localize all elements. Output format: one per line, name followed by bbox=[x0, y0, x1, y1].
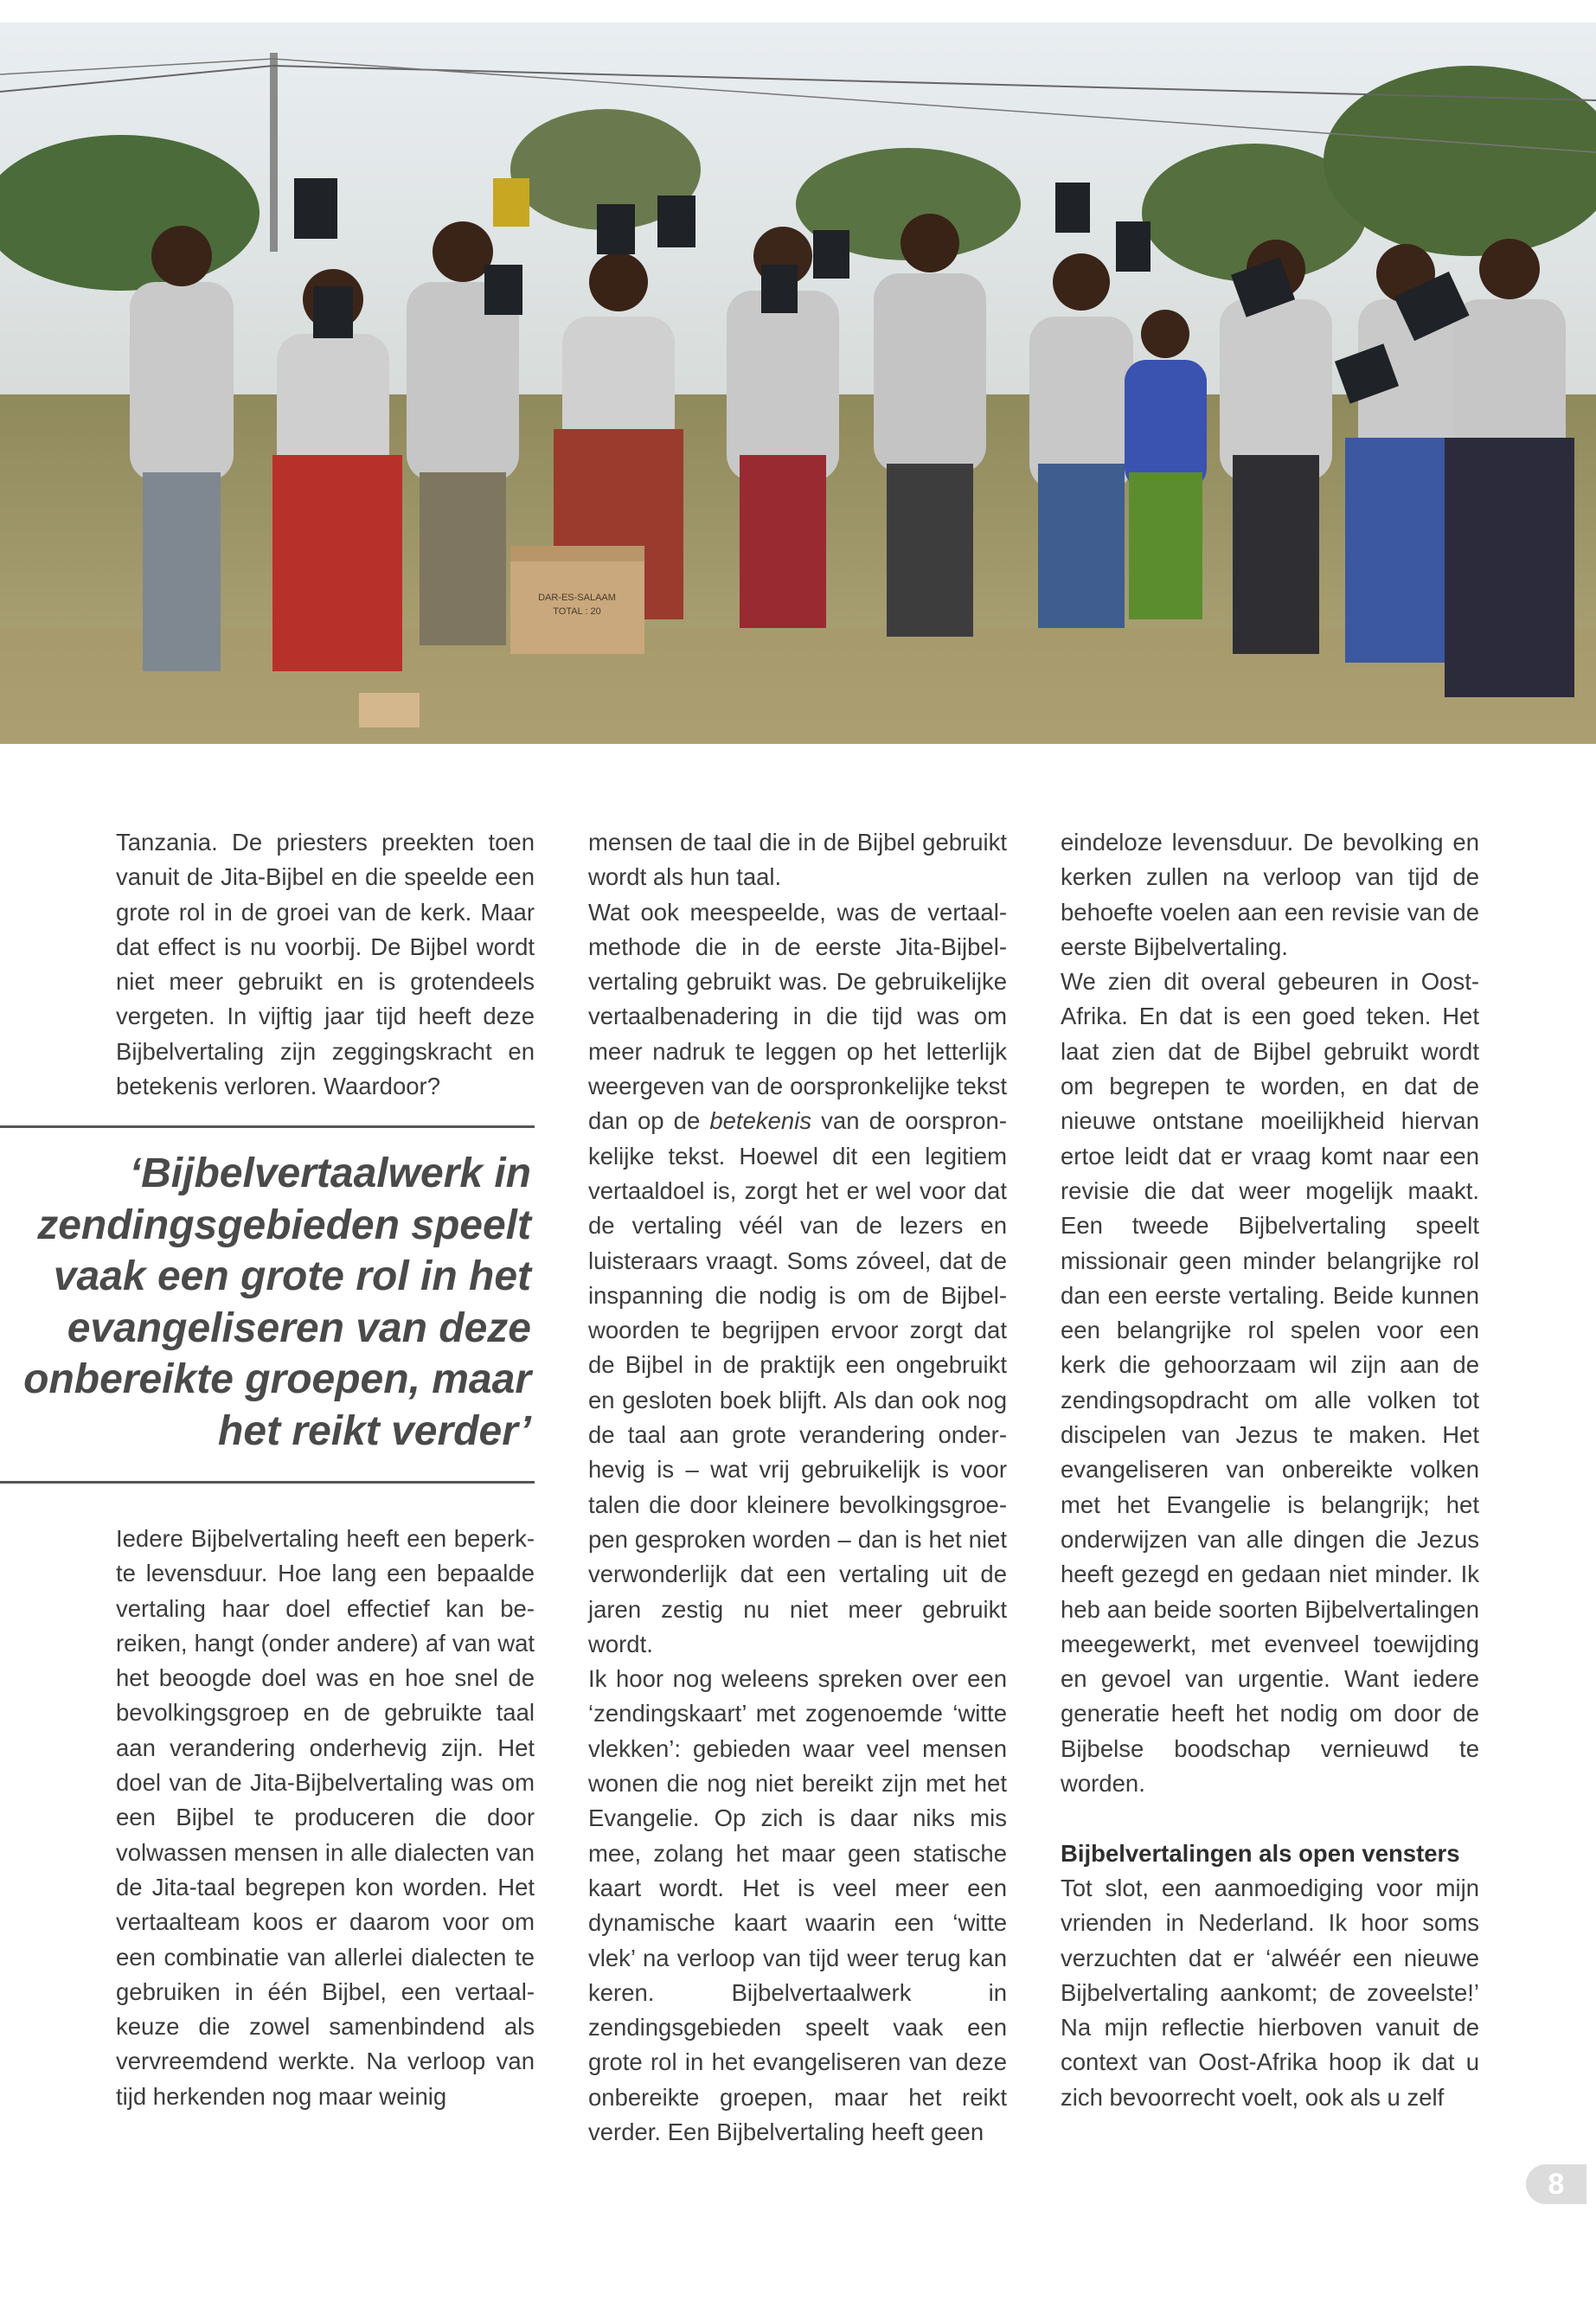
column-3-paragraph-3: Tot slot, een aanmoediging voor mijn vrienden in Nederland. Ik hoor soms verzuchten dat er ‘alwéér een nieuwe Bijbelvertaling aankomt; de zoveelste!’ Na mijn reflectie hierboven vanuit de context van Oost-Afrika hoop ik dat u zich bevoorrecht voelt, ook als u zelf bbox=[1061, 1874, 1479, 2111]
column-1-top bbox=[116, 825, 535, 1104]
column-2-paragraph-2 bbox=[588, 895, 1007, 1663]
column-1-bottom-paragraph: Iedere Bijbelvertaling heeft een beperkte levensduur. Hoe lang een bepaalde vertaling haar doel effectief kan bereiken, hangt (onder andere) af van wat het beoogde doel was en hoe snel de bevolkingsgroep en de gebruikte taal aan verandering onderhevig zijn. Het doel van de Jita-Bijbelvertaling was om een Bijbel te produceren die door volwassen mensen in alle dialecten van de Jita-taal begrepen kon worden. Het vertaalteam koos er daarom voor om een combinatie van allerlei dialecten te gebruiken in één Bijbel, een vertaalkeuze die zowel samenbindend als vervreemdend werkte. Na verloop van tijd herkenden nog maar weinig bbox=[116, 1525, 535, 2110]
column-3-paragraph-1: eindeloze levensduur. De bevolking en kerken zullen na verloop van tijd de behoefte voelen aan een revisie van de eerste Bijbelvertaling. bbox=[1061, 829, 1479, 960]
column-2-paragraph-2-end: van de oorspronkelijke tekst. Hoewel dit een legitiem vertaaldoel is, zorgt het er wel voor dat de vertaling véél van de lezers en luisteraars vraagt. Soms zóveel, dat de inspanning die nodig is om de Bijbelwoorden te begrijpen ervoor zorgt dat de Bijbel in de praktijk een ongebruikt en gesloten boek blijft. Als dan ook nog de taal aan grote verandering onderhevig is – wat vrij gebruikelijk is voor talen die door kleinere bevolkingsgroepen gesproken worden – dan is het niet verwonderlijk dat een vertaling uit de jaren zestig nu niet meer gebruikt wordt. bbox=[588, 1107, 1007, 1657]
group-photo bbox=[0, 22, 1596, 744]
column-3 bbox=[1061, 825, 1479, 2115]
column-3-spacer bbox=[1061, 1801, 1479, 1836]
pull-quote-top-rule bbox=[0, 1125, 535, 1128]
pull-quote: ‘Bijbelvertaalwerk in zendingsgebieden speelt vaak een grote rol in het evangeliseren van deze onbereikte groepen, maar het reikt verder’ bbox=[23, 1150, 531, 1454]
column-2-paragraph-1: mensen de taal die in de Bijbel gebruikt wordt als hun taal. bbox=[588, 829, 1007, 891]
column-1-bottom bbox=[116, 1522, 535, 2114]
page-number: 8 bbox=[1526, 2164, 1586, 2204]
box-label-line1: DAR-ES-SALAAM bbox=[538, 593, 616, 603]
column-2-emphasis: betekenis bbox=[709, 1107, 812, 1135]
column-2-paragraph-3: Ik hoor nog weleens spreken over een ‘zendingskaart’ met zogenoemde ‘witte vlekken’: gebieden waar veel mensen wonen die nog niet bereikt zijn met het Evangelie. Op zich is daar niks mis mee, zolang het maar geen statische kaart wordt. Het is veel meer een dynamische kaart waarin een ‘witte vlek’ na verloop van tijd weer terug kan keren. Bijbelvertaalwerk in zendingsgebieden speelt vaak een grote rol in het evangeliseren van deze onbereikte groepen, maar het reikt verder. Een Bijbelvertaling heeft geen bbox=[588, 1665, 1007, 2145]
column-2 bbox=[588, 825, 1007, 2150]
column-3-paragraph-2: We zien dit overal gebeuren in Oost-Afrika. En dat is een goed teken. Het laat zien dat de Bijbel gebruikt wordt om begrepen te worden, en dat de nieuwe ontstane moeilijkheid hiervan ertoe leidt dat er vraag komt naar een revisie die dat weer mogelijk maakt. Een tweede Bijbelvertaling speelt missionair geen minder belangrijke rol dan een eerste vertaling. Beide kunnen een belangrijke rol spelen voor een kerk die gehoorzaam wil zijn aan de zendingsopdracht om alle volken tot discipelen van Jezus te maken. Het evangeliseren van onbereikte volken met het Evangelie is belangrijk; het onderwijzen van alle dingen die Jezus heeft gezegd en gedaan niet minder. Ik heb aan beide soorten Bijbelvertalingen meegewerkt, met evenveel toewijding en gevoel van urgentie. Want iedere generatie heeft het nodig om door de Bijbelse boodschap vernieuwd te worden. bbox=[1061, 968, 1479, 1798]
group-photo-illustration bbox=[0, 22, 1596, 744]
column-1-top-paragraph: Tanzania. De priesters preekten toen vanuit de Jita-Bijbel en die speelde een grote rol in de groei van de kerk. Maar dat effect is nu voorbij. De Bijbel wordt niet meer gebruikt en is grotendeels vergeten. In vijftig jaar tijd heeft deze Bijbelvertaling zijn zeggingskracht en betekenis verloren. Waardoor? bbox=[116, 829, 535, 1100]
column-3-subheading: Bijbelvertalingen als open vensters bbox=[1061, 1839, 1460, 1867]
column-2-paragraph-2-start: Wat ook meespeelde, was de vertaalmethode die in de eerste Jita-Bijbelvertaling gebruikt was. De gebruikelijke vertaalbenadering in die tijd was om meer nadruk te leggen op het letterlijk weergeven van de oorspronkelijke tekst dan op de bbox=[588, 898, 1007, 1135]
pull-quote-bottom-rule bbox=[0, 1481, 535, 1484]
box-label-line2: TOTAL : 20 bbox=[553, 606, 601, 617]
